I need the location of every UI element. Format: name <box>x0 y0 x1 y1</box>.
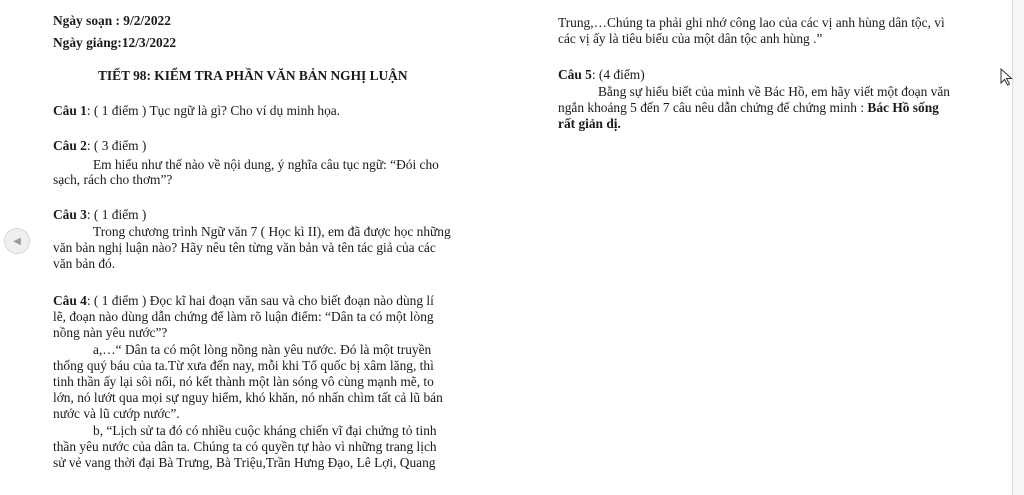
passage-a-line: a,…“ Dân ta có một lòng nồng nàn yêu nước. Đó là một truyền <box>93 342 432 357</box>
question-3-label: Câu 3 <box>53 207 87 222</box>
chevron-left-icon: ◀ <box>13 235 21 247</box>
question-2-points: : ( 3 điểm ) <box>86 138 147 153</box>
passage-a-line: nước và lũ cướp nước”. <box>53 406 180 421</box>
passage-b-line: sử vẻ vang thời đại Bà Trưng, Bà Triệu,Trần Hưng Đạo, Lê Lợi, Quang <box>53 455 436 470</box>
passage-b-line: thần yêu nước của dân ta. Chúng ta có quyền tự hào vì những trang lịch <box>53 439 437 454</box>
passage-b-continuation: Trung,…Chúng ta phải ghi nhớ công lao của các vị anh hùng dân tộc, vì <box>558 15 945 30</box>
question-4-label: Câu 4 <box>53 293 87 308</box>
question-5-line: Bằng sự hiểu biết của mình về Bác Hồ, em hãy viết một đoạn văn <box>598 84 950 99</box>
question-5-label: Câu 5 <box>558 67 592 82</box>
question-5-line: rất giản dị. <box>558 116 621 131</box>
question-5-points: : (4 điểm) <box>591 67 645 82</box>
passage-b-line: b, “Lịch sử ta đó có nhiều cuộc kháng chiến vĩ đại chứng tỏ tinh <box>93 423 437 438</box>
passage-a-line: thống quý báu của ta.Từ xưa đến nay, mỗi khi Tổ quốc bị xâm lăng, thì <box>53 358 434 373</box>
question-4-line: nồng nàn yêu nước”? <box>53 325 168 340</box>
date-prepared: Ngày soạn : 9/2/2022 <box>53 13 171 28</box>
page-title: TIẾT 98: KIỂM TRA PHẦN VĂN BẢN NGHỊ LUẬN <box>98 68 408 83</box>
previous-page-button[interactable] <box>4 228 30 254</box>
question-4-line: lẽ, đoạn nào dùng dẫn chứng để làm rõ luận điểm: “Dân ta có một lòng <box>53 309 434 324</box>
question-5-line: ngắn khoảng 5 đến 7 câu nêu dẫn chứng để chứng minh : Bác Hồ sống <box>558 100 939 115</box>
question-3-line: văn bản nghị luận nào? Hãy nêu tên từng văn bản và tên tác giả của các <box>53 240 436 255</box>
question-3-points: : ( 1 điểm ) <box>86 207 147 222</box>
question-3-line: Trong chương trình Ngữ văn 7 ( Học kì II), em đã được học những <box>93 224 451 239</box>
question-2-line: sạch, rách cho thơm”? <box>53 172 173 187</box>
mouse-cursor-icon <box>1000 68 1014 86</box>
question-5-heading <box>558 67 645 82</box>
passage-b-continuation: các vị ấy là tiêu biểu của một dân tộc anh hùng .” <box>558 31 823 46</box>
question-3-line: văn bản đó. <box>53 256 116 271</box>
question-4-line: Câu 4: ( 1 điểm ) Đọc kĩ hai đoạn văn sau và cho biết đoạn nào dùng lí <box>53 293 434 308</box>
question-1-label: Câu 1 <box>53 103 87 118</box>
question-1-text: : ( 1 điểm ) Tục ngữ là gì? Cho ví dụ minh họa. <box>86 103 341 118</box>
question-3-heading <box>53 207 146 222</box>
question-2-heading <box>53 138 146 153</box>
question-1 <box>53 103 340 118</box>
passage-a-line: lớn, nó lướt qua mọi sự nguy hiểm, khó khăn, nó nhấn chìm tất cả lũ bán <box>53 390 443 405</box>
question-2-label: Câu 2 <box>53 138 87 153</box>
question-2-line: Em hiểu như thế nào về nội dung, ý nghĩa câu tục ngữ: “Đói cho <box>93 157 439 172</box>
passage-a-line: tinh thần ấy lại sôi nổi, nó kết thành một làn sóng vô cùng mạnh mẽ, to <box>53 374 434 389</box>
date-taught: Ngày giảng:12/3/2022 <box>53 35 177 50</box>
